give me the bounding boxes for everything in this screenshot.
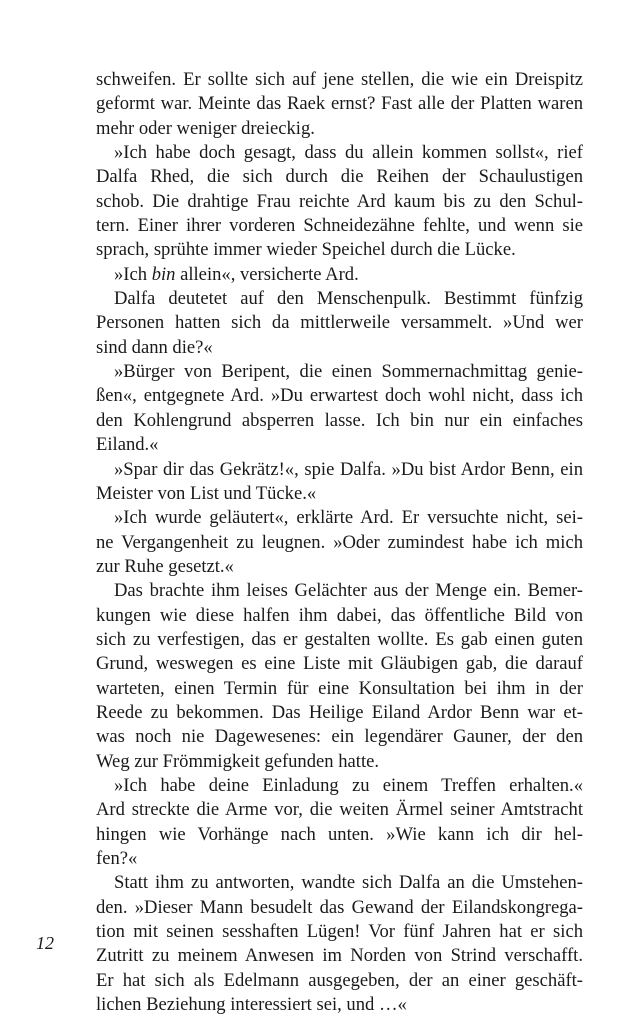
text-line: Dalfa Rhed, die sich durch die Reihen der Schaulustigen xyxy=(96,166,583,188)
text-line: warteten, einen Termin für eine Konsultation bei ihm in der xyxy=(96,677,583,699)
text-line: den. »Dieser Mann besudelt das Gewand der Eilandskongrega- xyxy=(96,896,583,918)
text-line: Grund, weswegen es eine Liste mit Gläubigen gab, die darauf xyxy=(96,653,583,675)
text-line: geformt war. Meinte das Raek ernst? Fast alle der Platten waren xyxy=(96,93,583,115)
text-line: »Ich wurde geläutert«, erklärte Ard. Er versuchte nicht, sei- xyxy=(114,507,583,529)
page-number: 12 xyxy=(36,933,54,953)
text-line: schweifen. Er sollte sich auf jene stellen, die wie ein Dreispitz xyxy=(96,69,583,90)
text-line: Das brachte ihm leises Gelächter aus der Menge ein. Bemer- xyxy=(114,580,583,602)
text-line: »Ich habe doch gesagt, dass du allein kommen sollst«, rief xyxy=(114,142,583,164)
text-line: zur Ruhe gesetzt.« xyxy=(96,555,234,577)
text-line: kungen wie diese halfen ihm dabei, das öffentliche Bild von xyxy=(96,604,583,626)
text-line xyxy=(96,263,583,287)
text-line: lichen Beziehung interessiert sei, und …« xyxy=(96,994,407,1016)
text-line: Personen hatten sich da mittlerweile versammelt. »Und wer xyxy=(96,312,583,334)
text-line: »Bürger von Beripent, die einen Sommernachmittag genie- xyxy=(114,361,583,383)
text-line: Eiland.« xyxy=(96,434,159,456)
text-line: »Spar dir das Gekrätz!«, spie Dalfa. »Du bist Ardor Benn, ein xyxy=(114,458,583,480)
text-line: Weg zur Frömmigkeit gefunden hatte. xyxy=(96,750,380,772)
text-line: hingen wie Vorhänge nach unten. »Wie kann ich dir hel- xyxy=(96,823,583,845)
text-line: tern. Einer ihrer vorderen Schneidezähne fehlte, und wenn sie xyxy=(96,215,583,237)
text-line: mehr oder weniger dreieckig. xyxy=(96,117,315,139)
text-line: »Ich habe deine Einladung zu einem Treffen erhalten.« xyxy=(114,774,583,796)
text-line: was noch nie Dagewesenes: ein legendärer Gauner, der den xyxy=(96,726,583,748)
text-fragment: allein«, versicherte Ard. xyxy=(175,263,359,285)
text-line: fen?« xyxy=(96,848,138,869)
book-page-body xyxy=(96,68,583,1017)
text-line: Meister von List und Tücke.« xyxy=(96,482,317,504)
text-line: ne Vergangenheit zu leugnen. »Oder zumindest habe ich mich xyxy=(96,531,583,553)
text-line: Reede zu bekommen. Das Heilige Eiland Ardor Benn war et- xyxy=(96,701,583,723)
text-line: schob. Die drahtige Frau reichte Ard kaum bis zu den Schul- xyxy=(96,190,583,212)
text-fragment: »Ich xyxy=(114,263,152,285)
text-line: sprach, sprühte immer wieder Speichel durch die Lücke. xyxy=(96,239,516,261)
text-line: ßen«, entgegnete Ard. »Du erwartest doch wohl nicht, dass ich xyxy=(96,385,583,407)
text-line: Statt ihm zu antworten, wandte sich Dalfa an die Umstehen- xyxy=(114,872,583,894)
text-line: Er hat sich als Edelmann ausgegeben, der an einer geschäft- xyxy=(96,969,583,991)
text-line: sich zu verfestigen, das er gestalten wollte. Es gab einen guten xyxy=(96,628,583,650)
text-line: Ard streckte die Arme vor, die weiten Ärmel seiner Amtstracht xyxy=(96,799,583,821)
text-line: tion mit seinen sesshaften Lügen! Vor fünf Jahren hat er sich xyxy=(96,921,583,943)
text-line: Dalfa deutetet auf den Menschenpulk. Bestimmt fünfzig xyxy=(114,288,583,310)
text-line: den Kohlengrund absperren lasse. Ich bin nur ein einfaches xyxy=(96,409,583,431)
emphasized-word: bin xyxy=(151,263,176,285)
text-line: sind dann die?« xyxy=(96,336,213,358)
text-line: Zutritt zu meinem Anwesen im Norden von Strind verschafft. xyxy=(96,945,583,967)
